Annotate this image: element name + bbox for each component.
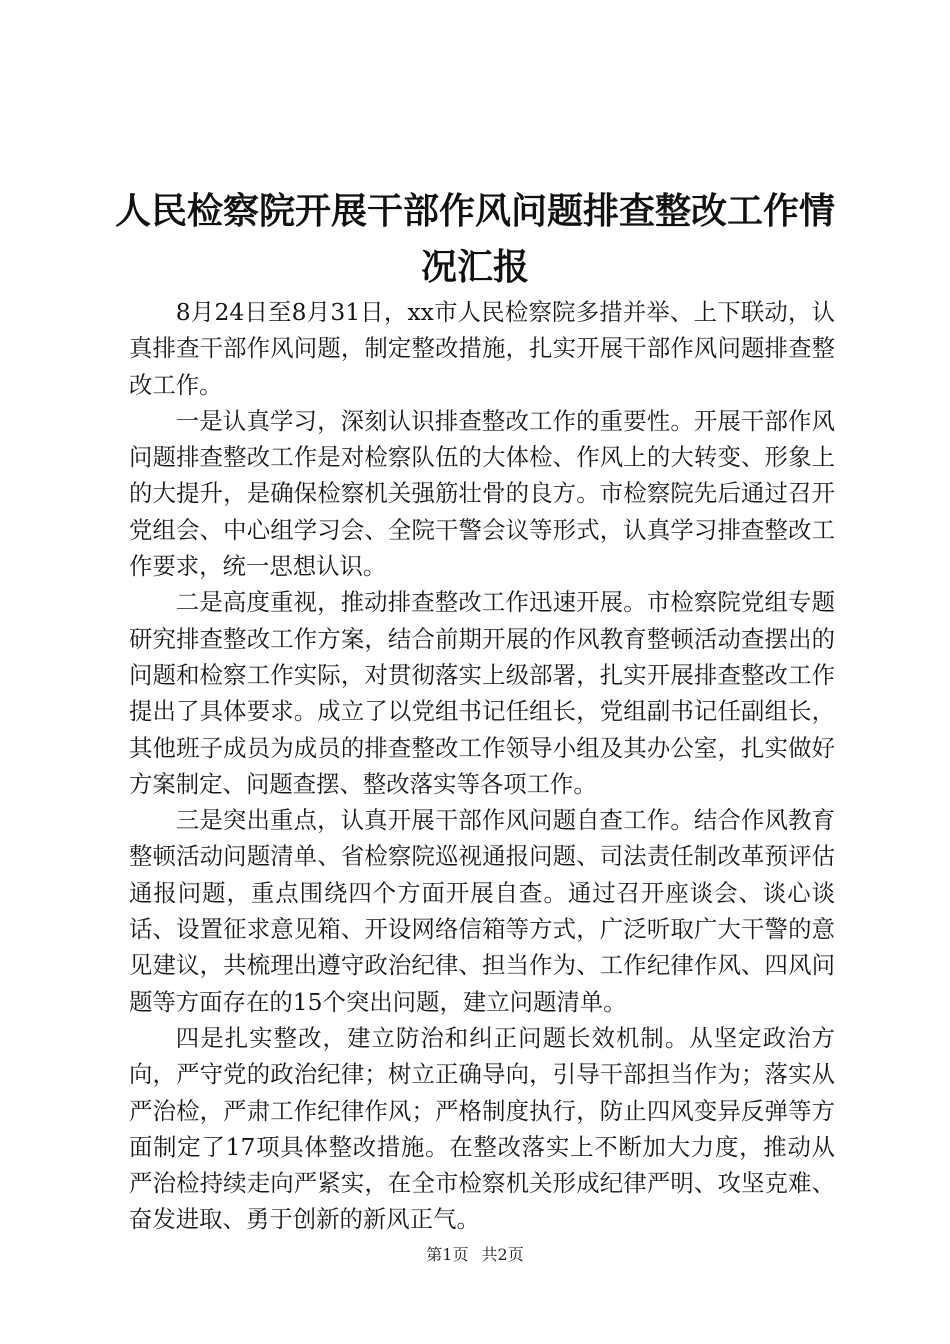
paragraph-point-3: 三是突出重点，认真开展干部作风问题自查工作。结合作风教育整顿活动问题清单、省检察院巡视通报问题、司法责任制改革预评估通报问题，重点围绕四个方面开展自查。通过召开座谈会、谈心谈话、设置征求意见箱、开设网络信箱等方式，广泛听取广大干警的意见建议，共梳理出遵守政治纪律、担当作为、工作纪律作风、四风问题等方面存在的15个突出问题，建立问题清单。	[129, 806, 835, 1016]
paragraph-point-2: 二是高度重视，推动排查整改工作迅速开展。市检察院党组专题研究排查整改工作方案，结合前期开展的作风教育整顿活动查摆出的问题和检察工作实际，对贯彻落实上级部署，扎实开展排查整改工作提出了具体要求。成立了以党组书记任组长，党组副书记任副组长，其他班子成员为成员的排查整改工作领导小组及其办公室，扎实做好方案制定、问题查摆、整改落实等各项工作。	[129, 588, 835, 798]
paragraph-point-4: 四是扎实整改，建立防治和纠正问题长效机制。从坚定政治方向，严守党的政治纪律；树立正确导向，引导干部担当作为；落实从严治检，严肃工作纪律作风；严格制度执行，防止四风变异反弹等方面制定了17项具体整改措施。在整改落实上不断加大力度，推动从严治检持续走向严紧实，在全市检察机关形成纪律严明、攻坚克难、奋发进取、勇于创新的新风正气。	[129, 1023, 835, 1234]
page-number-total: 共2页	[481, 1245, 524, 1264]
page-number-current: 第1页	[426, 1245, 469, 1264]
document-body	[129, 294, 835, 1238]
paragraph-point-1: 一是认真学习，深刻认识排查整改工作的重要性。开展干部作风问题排查整改工作是对检察队伍的大体检、作风上的大转变、形象上的大提升，是确保检察机关强筋壮骨的良方。市检察院先后通过召开党组会、中心组学习会、全院干警会议等形式，认真学习排查整改工作要求，统一思想认识。	[129, 406, 835, 581]
page-footer	[0, 1244, 950, 1266]
document-title: 人民检察院开展干部作风问题排查整改工作情况汇报	[114, 191, 835, 289]
paragraph-intro: 8月24日至8月31日，xx市人民检察院多措并举、上下联动，认真排查干部作风问题，制定整改措施，扎实开展干部作风问题排查整改工作。	[129, 298, 835, 399]
